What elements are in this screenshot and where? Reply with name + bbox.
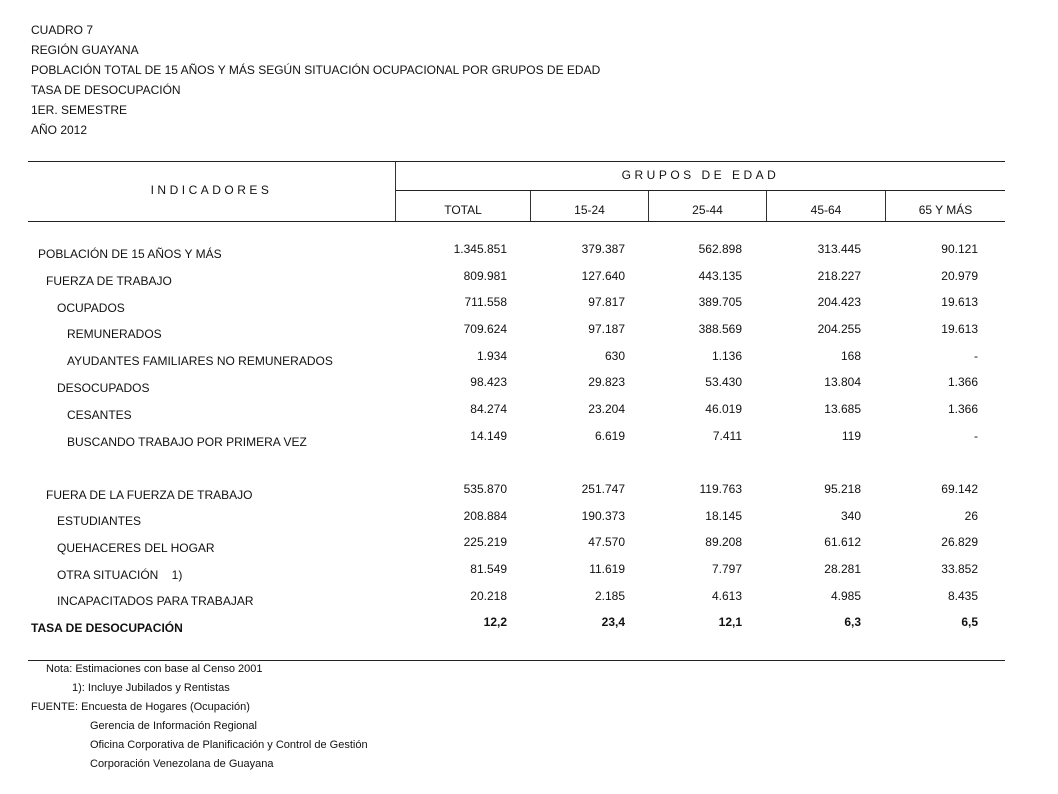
group-header-rule [396, 190, 1005, 191]
row-label: ESTUDIANTES [57, 514, 142, 528]
table-cell: 168 [840, 349, 861, 363]
table-cell: 389.705 [698, 295, 742, 309]
table-cell: 7.411 [712, 429, 742, 443]
table-cell: 1.366 [947, 402, 978, 416]
table-cell: 69.142 [941, 482, 978, 496]
table-title: POBLACIÓN TOTAL DE 15 AÑOS Y MÁS SEGÚN SITUACIÓN OCUPACIONAL POR GRUPOS DE EDAD [31, 63, 601, 77]
table-cell: 8.435 [947, 589, 978, 603]
table-cell: 1.345.851 [453, 242, 507, 256]
source-line: FUENTE: Encuesta de Hogares (Ocupación) [31, 701, 250, 713]
table-cell: 6,5 [961, 615, 978, 629]
table-cell: - [974, 349, 978, 363]
row-label: BUSCANDO TRABAJO POR PRIMERA VEZ [67, 435, 307, 449]
table-cell: 7.797 [711, 562, 742, 576]
footnote-nota: Nota: Estimaciones con base al Censo 2001 [46, 663, 263, 675]
document-header [31, 20, 600, 140]
year: AÑO 2012 [31, 123, 88, 137]
table-cell: 1.366 [947, 375, 978, 389]
table-cell: 809.981 [463, 269, 507, 283]
table-cell: 18.145 [705, 509, 742, 523]
table-cell: 95.218 [824, 482, 861, 496]
table-cell: 14.149 [470, 429, 507, 443]
row-label: AYUDANTES FAMILIARES NO REMUNERADOS [67, 354, 333, 368]
footnote-1: 1): Incluye Jubilados y Rentistas [72, 682, 230, 694]
row-label: TASA DE DESOCUPACIÓN [31, 621, 183, 635]
table-cell: 119 [841, 429, 861, 443]
table-cell: 218.227 [817, 269, 861, 283]
table-cell: 1.934 [476, 349, 507, 363]
table-cell: 13.685 [824, 402, 861, 416]
table-cell: 251.747 [581, 482, 625, 496]
table-cell: 26.829 [941, 535, 978, 549]
table-cell: 204.255 [817, 322, 861, 336]
table-cell: 4.985 [830, 589, 861, 603]
table-cell: 313.445 [817, 242, 861, 256]
row-label: DESOCUPADOS [57, 381, 150, 395]
table-cell: 20.218 [470, 589, 507, 603]
table-cell: 90.121 [941, 242, 978, 256]
row-label: FUERZA DE TRABAJO [46, 274, 172, 288]
table-cell: 97.187 [588, 322, 625, 336]
table-cell: 20.979 [941, 269, 978, 283]
period: 1ER. SEMESTRE [31, 103, 128, 117]
table-cell: 81.549 [470, 562, 507, 576]
table-cell: 711.558 [464, 295, 507, 309]
table-cell: 388.569 [698, 322, 742, 336]
table-cell: 61.612 [824, 535, 861, 549]
region-name: REGIÓN GUAYANA [31, 43, 139, 57]
row-label: OCUPADOS [57, 301, 125, 315]
table-cell: 204.423 [817, 295, 861, 309]
table-number: CUADRO 7 [31, 23, 94, 37]
table-cell: 535.870 [463, 482, 507, 496]
table-cell: 379.387 [581, 242, 625, 256]
table-cell: 13.804 [824, 375, 861, 389]
table-cell: 119.763 [699, 482, 742, 496]
table-cell: 23.204 [588, 402, 625, 416]
table-cell: 208.884 [463, 509, 507, 523]
table-cell: 4.613 [711, 589, 742, 603]
row-label: REMUNERADOS [67, 327, 162, 341]
table-cell: 630 [604, 349, 625, 363]
table-cell: 443.135 [698, 269, 742, 283]
row-label: QUEHACERES DEL HOGAR [57, 541, 215, 555]
table-cell: 709.624 [463, 322, 507, 336]
table-cell: 33.852 [941, 562, 978, 576]
table-cell: 47.570 [588, 535, 625, 549]
table-cell: 12,1 [718, 615, 742, 629]
table-cell: 23,4 [601, 615, 625, 629]
table-cell: 19.613 [941, 322, 978, 336]
row-label: OTRA SITUACIÓN 1) [57, 568, 183, 582]
table-cell: 26 [964, 509, 978, 523]
column-header-65-plus: 65 Y MÁS [918, 203, 973, 217]
table-cell: 562.898 [698, 242, 742, 256]
table-cell: 340 [840, 509, 861, 523]
table-cell: 190.373 [581, 509, 625, 523]
table-cell: 28.281 [824, 562, 861, 576]
table-cell: 29.823 [588, 375, 625, 389]
table-cell: 97.817 [588, 295, 625, 309]
column-header-25-44: 25-44 [692, 203, 723, 217]
table-cell: 53.430 [705, 375, 742, 389]
table-cell: 19.613 [941, 295, 978, 309]
table-cell: 2.185 [594, 589, 625, 603]
table-cell: 127.640 [581, 269, 625, 283]
table-subtitle: TASA DE DESOCUPACIÓN [31, 83, 181, 97]
column-header-total: TOTAL [444, 203, 482, 217]
source-line: Gerencia de Información Regional [90, 720, 257, 732]
table-cell: 46.019 [705, 402, 742, 416]
row-label: CESANTES [67, 408, 132, 422]
table-cell: 11.619 [589, 562, 625, 576]
row-label: POBLACIÓN DE 15 AÑOS Y MÁS [38, 247, 222, 261]
column-header-45-64: 45-64 [810, 203, 842, 217]
table-cell: 6,3 [844, 615, 861, 629]
source-line: Oficina Corporativa de Planificación y Control de Gestión [90, 739, 368, 751]
source-line: Corporación Venezolana de Guayana [90, 758, 274, 770]
column-header-rule [28, 221, 1005, 222]
table-top-rule [28, 161, 1005, 162]
table-cell: - [974, 429, 978, 443]
column-header-15-24: 15-24 [574, 203, 605, 217]
indicators-header: INDICADORES [150, 183, 273, 197]
table-cell: 6.619 [594, 429, 625, 443]
table-cell: 1.136 [711, 349, 742, 363]
table-cell: 89.208 [705, 535, 742, 549]
row-label: FUERA DE LA FUERZA DE TRABAJO [46, 488, 253, 502]
table-cell: 225.219 [463, 535, 507, 549]
table-cell: 98.423 [470, 375, 507, 389]
table-cell: 12,2 [483, 615, 507, 629]
row-label: INCAPACITADOS PARA TRABAJAR [57, 594, 254, 608]
table-cell: 84.274 [470, 402, 507, 416]
age-groups-header: GRUPOS DE EDAD [621, 168, 780, 182]
